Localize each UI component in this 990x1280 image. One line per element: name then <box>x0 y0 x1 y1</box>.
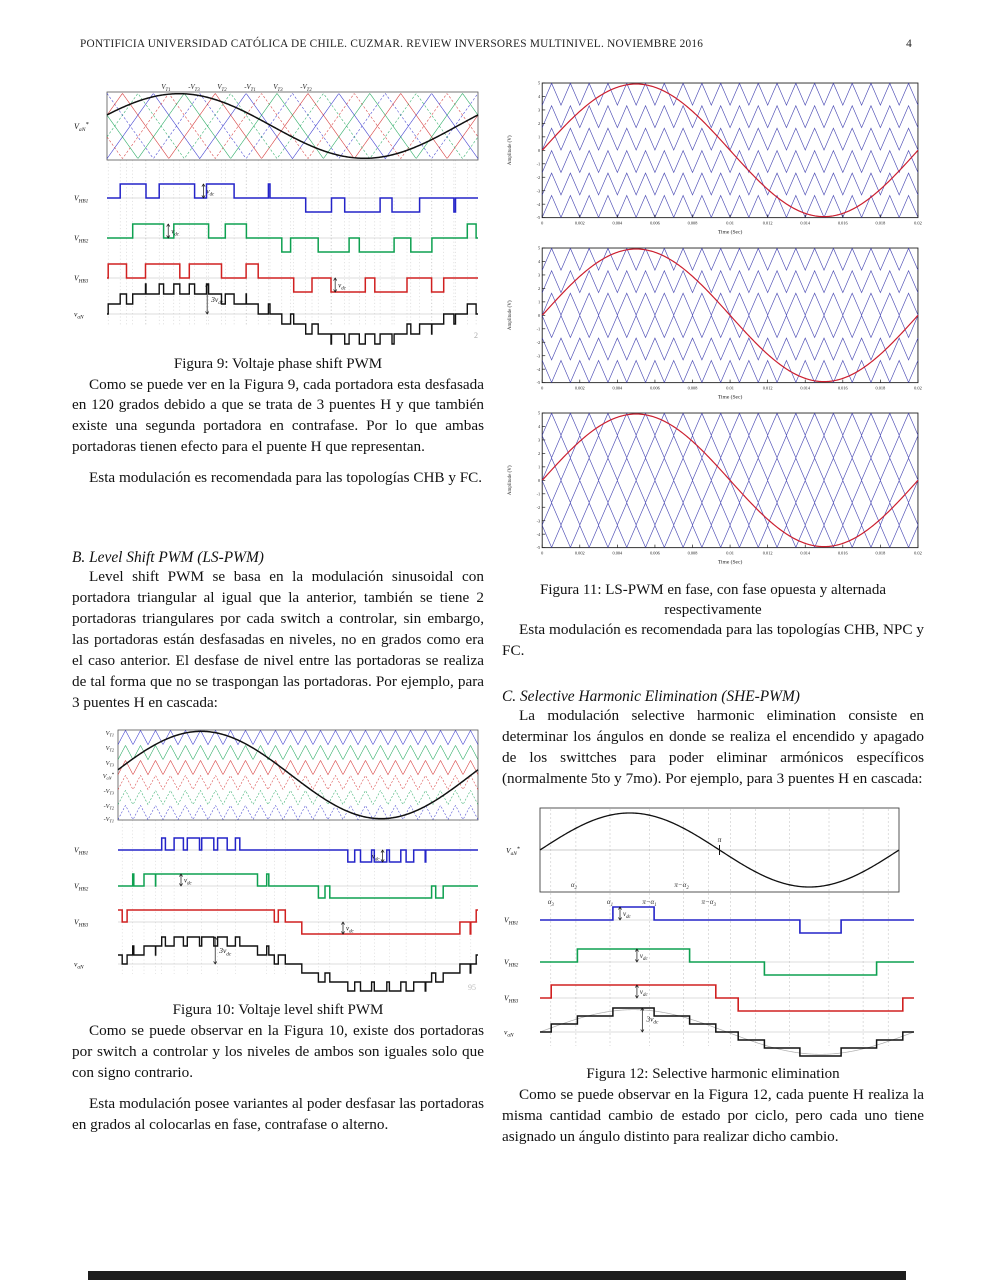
svg-text:vdc: $v_{dc}$ <box>184 876 192 887</box>
svg-text:vdc: $v_{dc}$ <box>338 281 346 292</box>
section-heading-c: C. Selective Harmonic Elimination (SHE-PWM) <box>502 688 800 706</box>
svg-text:0: 0 <box>538 147 541 153</box>
svg-text:0.008: 0.008 <box>687 385 698 391</box>
svg-text:-3: -3 <box>536 517 541 523</box>
paragraph: Level shift PWM se basa en la modulación sinusoidal con portadora triangular al igual que la anterior, también se tiene 2 portadoras triangulares por cada switch a controlar, sin embargo, las portadoras están desfasadas en niveles, no en grados como era el caso anterior. El desfase de nivel entre las portadoras se realiza de tal forma que no se traspongan las portadoras. Por ejemplo, para 3 puentes H en cascada: <box>72 568 484 712</box>
svg-text:1: 1 <box>538 464 541 470</box>
svg-text:-3: -3 <box>536 188 541 194</box>
paragraph: Esta modulación es recomendada para las topologías CHB y FC. <box>89 469 483 487</box>
svg-text:Time (Sec): Time (Sec) <box>717 229 743 236</box>
paragraph: Esta modulación posee variantes al poder desfasar las portadoras en grados al colocarlas en fase, contrafase o alterno. <box>72 1094 484 1133</box>
svg-text:VHB2: $V_{HB2}$ <box>74 881 89 893</box>
figure-10 <box>72 724 484 1021</box>
svg-text:Amplitude (V): Amplitude (V) <box>508 300 514 330</box>
svg-text:0.014: 0.014 <box>800 550 811 556</box>
svg-text:-5: -5 <box>536 380 541 386</box>
figure-10-canvas <box>72 724 484 994</box>
svg-text:0: 0 <box>541 550 544 556</box>
figure-9-canvas <box>72 80 484 348</box>
svg-text:0.016: 0.016 <box>837 220 848 226</box>
svg-text:3: 3 <box>538 272 541 278</box>
figure-12-canvas <box>502 800 924 1058</box>
running-header <box>80 38 912 50</box>
svg-text:π: π <box>717 835 722 845</box>
svg-text:1: 1 <box>538 134 541 140</box>
svg-text:2: 2 <box>474 331 478 340</box>
svg-text:-4: -4 <box>536 366 541 372</box>
figure-11-subplot-pod <box>502 245 924 410</box>
svg-text:-VT2: $-V_{T2}$ <box>103 803 114 811</box>
svg-text:0.01: 0.01 <box>726 220 734 226</box>
svg-text:VT3: $V_{T3}$ <box>273 84 283 93</box>
svg-text:95: 95 <box>468 983 476 993</box>
svg-text:VaN*: $V_{aN}^*$ <box>506 846 520 858</box>
svg-text:5: 5 <box>538 80 541 86</box>
paragraph: Esta modulación es recomendada para las topologías CHB, NPC y FC. <box>502 621 924 660</box>
svg-text:0.006: 0.006 <box>650 385 660 391</box>
svg-text:2: 2 <box>538 285 541 291</box>
svg-text:VHB2: $V_{HB2}$ <box>74 233 89 245</box>
right-column <box>502 80 924 1158</box>
paragraph: Como se puede observar en la Figura 10, existe dos portadoras por switch a controlar y los niveles de ambos son iguales solo que con signo contrario. <box>72 1021 484 1081</box>
svg-text:0.012: 0.012 <box>762 385 773 391</box>
svg-text:vdc: $v_{dc}$ <box>639 988 648 999</box>
svg-text:3: 3 <box>538 437 541 443</box>
svg-text:3: 3 <box>538 107 541 113</box>
svg-text:VaN*: $V_{aN}^*$ <box>74 121 89 134</box>
svg-text:-VT3: $-V_{T3}$ <box>188 84 200 93</box>
svg-text:0.012: 0.012 <box>762 220 773 226</box>
svg-text:3vdc: $3v_{dc}$ <box>219 946 232 958</box>
figure-11-subplot-pd <box>502 80 924 245</box>
next-page-edge <box>88 1271 906 1280</box>
svg-text:0.02: 0.02 <box>914 385 922 391</box>
svg-text:vdc: $v_{dc}$ <box>171 227 179 238</box>
svg-text:5: 5 <box>538 245 541 251</box>
svg-text:0: 0 <box>541 220 544 226</box>
svg-text:4: 4 <box>538 423 541 429</box>
figure-10-caption: Figura 10: Voltaje level shift PWM <box>172 1002 384 1019</box>
svg-text:4: 4 <box>538 94 541 100</box>
svg-text:2: 2 <box>538 450 541 456</box>
svg-text:0.008: 0.008 <box>687 220 698 226</box>
svg-text:0.01: 0.01 <box>726 550 734 556</box>
svg-text:vdc: $v_{dc}$ <box>346 924 354 935</box>
svg-text:1: 1 <box>538 299 541 305</box>
svg-text:0.004: 0.004 <box>612 385 623 391</box>
figure-9-caption: Figura 9: Voltaje phase shift PWM <box>173 356 383 372</box>
svg-text:-3: -3 <box>536 353 541 359</box>
svg-text:0.02: 0.02 <box>914 220 922 226</box>
svg-text:π−α3: $\pi-\alpha_3$ <box>701 898 716 909</box>
figure-11-subplot-apod <box>502 410 924 575</box>
svg-text:0.002: 0.002 <box>574 550 585 556</box>
svg-text:Amplitude (V): Amplitude (V) <box>508 135 514 166</box>
svg-text:-VT2: $-V_{T2}$ <box>300 84 312 93</box>
svg-text:VHB1: $V_{HB1}$ <box>74 193 89 205</box>
svg-text:VT2: $V_{T2}$ <box>217 84 227 93</box>
svg-text:4: 4 <box>538 258 541 264</box>
svg-text:-VT1: $-V_{T1}$ <box>103 816 114 824</box>
svg-text:0.016: 0.016 <box>837 550 848 556</box>
svg-text:0.018: 0.018 <box>875 550 886 556</box>
svg-text:0.012: 0.012 <box>762 550 773 556</box>
svg-text:2: 2 <box>538 121 541 127</box>
svg-text:VT1: $V_{T1}$ <box>105 730 114 738</box>
svg-text:-2: -2 <box>536 174 541 180</box>
svg-text:VT2: $V_{T2}$ <box>105 745 114 753</box>
paragraph: Como se puede ver en la Figura 9, cada portadora esta desfasada en 120 grados debido a que se trata de 3 puentes H y que también existe una segunda portadora en contrafase. Por lo que ambas portadoras tienen efecto para el puente H que representan. <box>72 375 484 456</box>
svg-text:-VT1: $-V_{T1}$ <box>244 84 256 93</box>
svg-text:0.014: 0.014 <box>800 220 811 226</box>
svg-text:vaN: $v_{aN}$ <box>74 959 84 971</box>
svg-text:vaN: $v_{aN}$ <box>74 309 84 321</box>
page-number: 4 <box>906 38 912 50</box>
svg-text:0: 0 <box>538 477 541 483</box>
svg-text:Amplitude (V): Amplitude (V) <box>508 465 514 495</box>
svg-text:-4: -4 <box>536 201 541 207</box>
svg-text:α1: $\alpha_1$ <box>606 898 614 909</box>
svg-text:VHB2: $V_{HB2}$ <box>504 957 519 969</box>
svg-text:-2: -2 <box>536 504 541 510</box>
svg-text:VHB1: $V_{HB1}$ <box>504 915 519 927</box>
svg-text:0.016: 0.016 <box>837 385 848 391</box>
svg-text:0.02: 0.02 <box>914 550 922 556</box>
svg-text:VHB3: $V_{HB3}$ <box>74 273 89 285</box>
svg-text:-1: -1 <box>536 326 541 332</box>
svg-text:0: 0 <box>541 385 544 391</box>
svg-text:α3: $\alpha_3$ <box>547 898 554 909</box>
running-title: PONTIFICIA UNIVERSIDAD CATÓLICA DE CHILE. CUZMAR. REVIEW INVERSORES MULTINIVEL. NOVIEMBRE 2016 <box>80 38 704 50</box>
svg-text:-VT3: $-V_{T3}$ <box>103 788 114 796</box>
svg-text:0.014: 0.014 <box>800 385 811 391</box>
svg-text:vdc: $v_{dc}$ <box>206 187 215 198</box>
paragraph: Como se puede observar en la Figura 12, cada puente H realiza la misma cantidad cambio de estado por ciclo, pero cada uno tiene asignado un ángulo distinto para realizar dicho cambio. <box>502 1085 924 1145</box>
svg-text:0.01: 0.01 <box>726 385 734 391</box>
figure-11-caption: Figura 11: LS-PWM en fase, con fase opuesta y alternada respectivamente <box>539 582 886 618</box>
figure-11 <box>502 80 924 620</box>
svg-text:5: 5 <box>538 410 541 416</box>
svg-text:0: 0 <box>538 312 541 318</box>
svg-text:vdc: $v_{dc}$ <box>371 852 380 863</box>
svg-text:Time (Sec): Time (Sec) <box>717 394 743 401</box>
svg-text:0.002: 0.002 <box>574 220 585 226</box>
svg-text:0.004: 0.004 <box>612 550 623 556</box>
svg-text:0.008: 0.008 <box>687 550 698 556</box>
svg-text:VT3: $V_{T3}$ <box>105 760 114 768</box>
section-heading-b: B. Level Shift PWM (LS-PWM) <box>72 549 264 567</box>
svg-text:π−α1: $\pi-\alpha_1$ <box>642 898 657 909</box>
svg-text:π−α2: $\pi-\alpha_2$ <box>674 881 689 892</box>
figure-12-caption: Figura 12: Selective harmonic elimination <box>586 1066 840 1083</box>
left-column <box>72 80 484 1145</box>
svg-text:-5: -5 <box>536 544 541 550</box>
figure-12 <box>502 800 924 1085</box>
svg-text:0.002: 0.002 <box>574 385 585 391</box>
svg-text:3vdc: $3v_{dc}$ <box>646 1014 659 1026</box>
svg-text:α2: $\alpha_2$ <box>570 881 577 892</box>
svg-text:-1: -1 <box>536 490 541 496</box>
svg-text:-2: -2 <box>536 339 541 345</box>
svg-text:VT1: $V_{T1}$ <box>161 84 171 93</box>
svg-text:-1: -1 <box>536 161 541 167</box>
svg-text:vdc: $v_{dc}$ <box>623 910 631 921</box>
svg-text:VHB3: $V_{HB3}$ <box>504 993 519 1005</box>
svg-text:VHB1: $V_{HB1}$ <box>74 845 89 857</box>
svg-text:-4: -4 <box>536 531 541 537</box>
svg-text:vdc: $v_{dc}$ <box>639 952 648 963</box>
svg-text:0.006: 0.006 <box>650 220 660 226</box>
svg-text:0.006: 0.006 <box>650 550 660 556</box>
svg-text:3vdc: $3v_{dc}$ <box>211 295 224 307</box>
paragraph: La modulación selective harmonic elimination consiste en determinar los ángulos en donde se realiza el encendido y apagado de los swittches para poder eliminar armónicos específicos (normalmente 5to y 7mo). Por ejemplo, para 3 puentes H en cascada: <box>502 707 924 788</box>
svg-text:Time (Sec): Time (Sec) <box>717 559 743 566</box>
svg-text:0.004: 0.004 <box>612 220 623 226</box>
svg-text:0.018: 0.018 <box>875 385 886 391</box>
figure-9 <box>72 80 484 375</box>
svg-text:0.018: 0.018 <box>875 220 886 226</box>
svg-text:VaN*: $V_{aN}^*$ <box>102 773 114 781</box>
svg-text:vaN: $v_{aN}$ <box>504 1027 514 1039</box>
svg-text:VHB3: $V_{HB3}$ <box>74 917 89 929</box>
svg-text:-5: -5 <box>536 215 541 221</box>
